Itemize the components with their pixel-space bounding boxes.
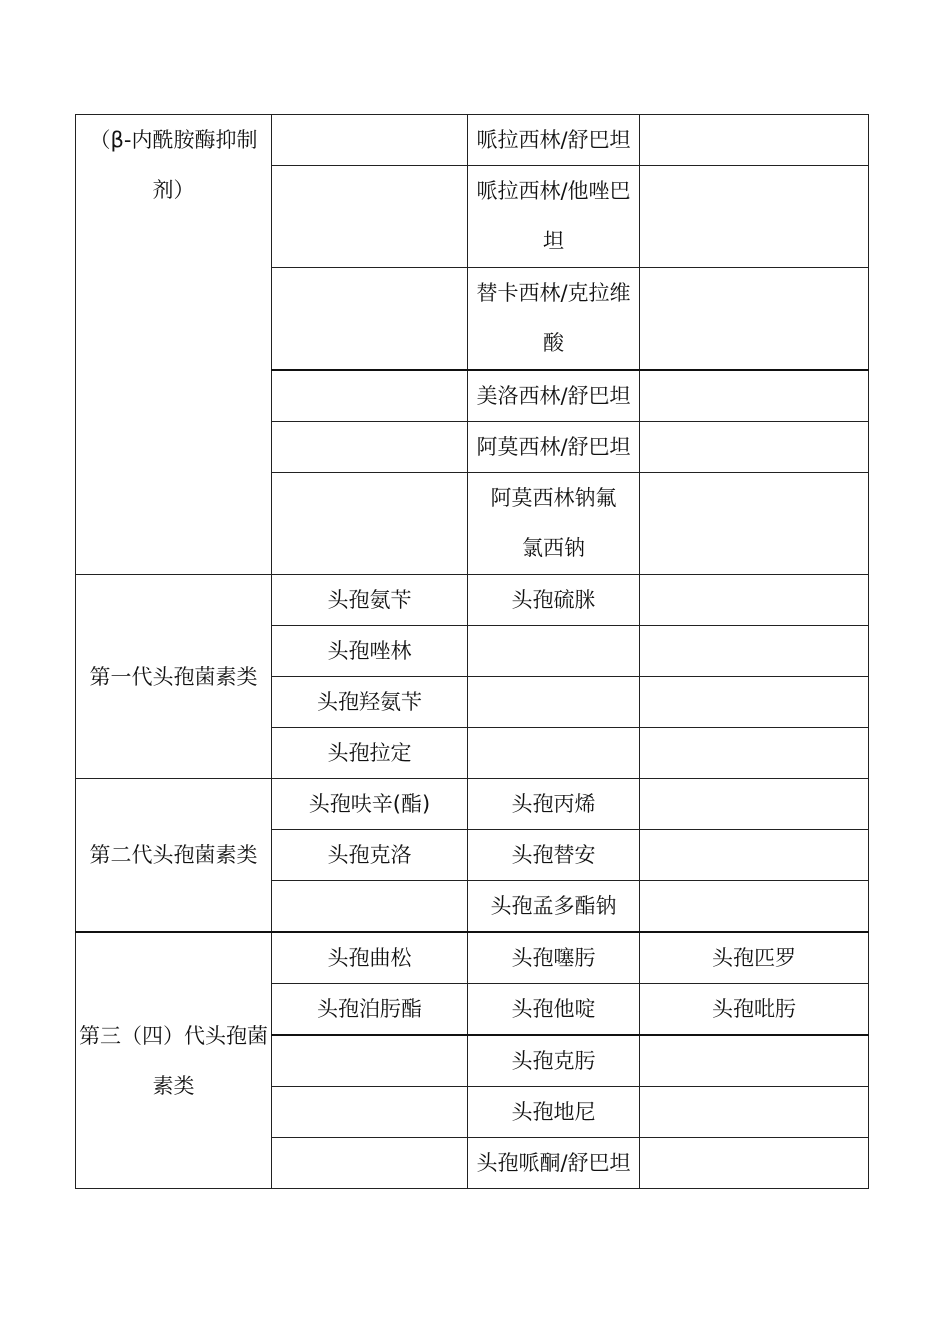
table-cell bbox=[640, 626, 869, 677]
table-cell-text: 哌拉西林/他唑巴坦 bbox=[476, 179, 631, 253]
table-row bbox=[76, 115, 869, 166]
category-cell-bli bbox=[76, 115, 272, 575]
table-cell bbox=[272, 370, 468, 422]
table-cell: 头孢呋辛(酯) bbox=[272, 779, 468, 830]
table-cell bbox=[468, 728, 640, 779]
table-cell bbox=[272, 115, 468, 166]
table-cell: 头孢曲松 bbox=[272, 932, 468, 984]
table-cell bbox=[468, 677, 640, 728]
table-cell bbox=[640, 422, 869, 473]
table-cell bbox=[272, 1087, 468, 1138]
table-cell-text: 替卡西林/克拉维酸 bbox=[476, 281, 631, 355]
table-cell bbox=[272, 1035, 468, 1087]
table-cell: 美洛西林/舒巴坦 bbox=[468, 370, 640, 422]
table-cell-text: 阿莫西林钠氟氯西钠 bbox=[490, 486, 617, 560]
drug-classification-table bbox=[75, 114, 869, 1189]
table-cell bbox=[640, 268, 869, 371]
table-cell bbox=[272, 268, 468, 371]
table-cell bbox=[468, 626, 640, 677]
table-cell bbox=[468, 473, 640, 575]
table-row bbox=[76, 779, 869, 830]
table-cell bbox=[272, 1138, 468, 1189]
category-cell-gen1: 第一代头孢菌素类 bbox=[76, 575, 272, 779]
table-cell: 哌拉西林/舒巴坦 bbox=[468, 115, 640, 166]
category-cell-gen2: 第二代头孢菌素类 bbox=[76, 779, 272, 933]
table-cell bbox=[272, 166, 468, 268]
table-cell: 头孢噻肟 bbox=[468, 932, 640, 984]
table-cell: 阿莫西林/舒巴坦 bbox=[468, 422, 640, 473]
table-cell: 头孢泊肟酯 bbox=[272, 984, 468, 1036]
category-cell-gen3 bbox=[76, 932, 272, 1189]
table-cell: 头孢匹罗 bbox=[640, 932, 869, 984]
table-cell bbox=[468, 268, 640, 371]
table-cell bbox=[640, 779, 869, 830]
table-cell: 头孢吡肟 bbox=[640, 984, 869, 1036]
table-cell bbox=[640, 166, 869, 268]
table-cell: 头孢拉定 bbox=[272, 728, 468, 779]
table-cell bbox=[272, 473, 468, 575]
table-cell bbox=[640, 370, 869, 422]
category-label: （β-内酰胺酶抑制剂） bbox=[89, 128, 258, 202]
table-cell bbox=[640, 830, 869, 881]
table-cell: 头孢克肟 bbox=[468, 1035, 640, 1087]
table-cell bbox=[640, 677, 869, 728]
table-cell bbox=[272, 422, 468, 473]
table-cell bbox=[640, 473, 869, 575]
table-cell: 头孢丙烯 bbox=[468, 779, 640, 830]
table-cell bbox=[640, 728, 869, 779]
table-cell: 头孢他啶 bbox=[468, 984, 640, 1036]
table-cell: 头孢地尼 bbox=[468, 1087, 640, 1138]
table-cell: 头孢硫脒 bbox=[468, 575, 640, 626]
table-cell bbox=[640, 881, 869, 933]
table-cell: 头孢羟氨苄 bbox=[272, 677, 468, 728]
table-cell: 头孢替安 bbox=[468, 830, 640, 881]
table-cell bbox=[468, 166, 640, 268]
table-cell bbox=[640, 575, 869, 626]
table-cell: 头孢克洛 bbox=[272, 830, 468, 881]
category-label: 第三（四）代头孢菌素类 bbox=[79, 1023, 268, 1098]
table-cell: 头孢哌酮/舒巴坦 bbox=[468, 1138, 640, 1189]
table-row bbox=[76, 932, 869, 984]
table-cell bbox=[640, 1138, 869, 1189]
table-cell: 头孢孟多酯钠 bbox=[468, 881, 640, 933]
table-cell: 头孢唑林 bbox=[272, 626, 468, 677]
table-cell bbox=[640, 1087, 869, 1138]
table-cell: 头孢氨苄 bbox=[272, 575, 468, 626]
table-row bbox=[76, 575, 869, 626]
table-cell bbox=[640, 115, 869, 166]
table-cell bbox=[272, 881, 468, 933]
table-cell bbox=[640, 1035, 869, 1087]
